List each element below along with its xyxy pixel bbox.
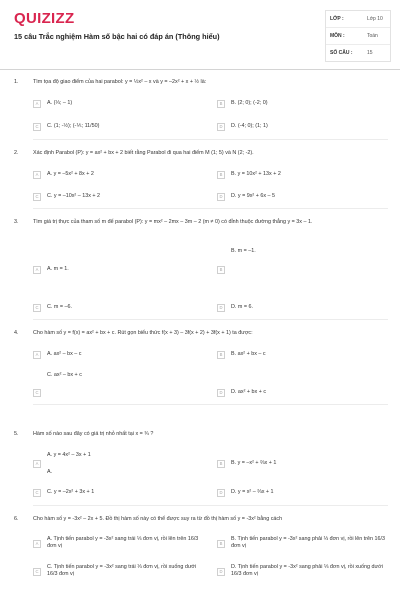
option-a-sub-label: [47, 469, 52, 476]
option-text: D. ax² + bx + c: [231, 389, 267, 395]
meta-row-count: [326, 45, 390, 61]
option-letter-box: A: [33, 266, 41, 274]
option-letter-box: B: [217, 266, 225, 274]
option-text: D. y = 9x² + 6x – 5: [231, 193, 276, 199]
divider: [33, 404, 388, 405]
option-letter-box: D: [217, 193, 225, 201]
meta-row-subject: [326, 28, 390, 45]
question-number: 5.: [14, 431, 19, 437]
option-letter-box: D: [217, 568, 225, 576]
option-text: A.: [47, 469, 53, 475]
option-text: B. Tịnh tiến parabol y = -3x² sang phải ⅓ đơn vị, rồi lên trên 16/3 đơn vị: [231, 536, 386, 550]
option-text: A. m = 1.: [47, 266, 69, 272]
page-header: [0, 0, 400, 70]
option-letter-box: C: [33, 193, 41, 201]
option-b-label: [231, 248, 256, 255]
option-text: A. y = –5x² + 8x + 2: [47, 171, 94, 177]
divider: [33, 208, 388, 209]
worksheet-title: 15 câu Trắc nghiệm Hàm số bậc hai có đáp án (Thông hiểu): [14, 32, 220, 41]
option-text: D. Tịnh tiến parabol y = -3x² sang phải ⅓ đơn vị, rồi xuống dưới 16/3 đơn vị: [231, 564, 383, 578]
header-divider: [0, 69, 400, 70]
question-number: 3.: [14, 219, 19, 225]
question-text: Tìm giá trị thực của tham số m để parabol (P): y = mx² – 2mx – 3m – 2 (m ≠ 0) có đỉnh thuộc đường thẳng y = 3x – 1.: [33, 219, 313, 225]
option-letter-box: B: [217, 540, 225, 548]
option-text: C. y = –10x² – 13x + 2: [47, 193, 101, 199]
divider: [33, 505, 388, 506]
option-letter-box: A: [33, 351, 41, 359]
option-letter-box: D: [217, 123, 225, 131]
option-text: B. y = 10x² + 13x + 2: [231, 171, 281, 177]
meta-value: 15: [367, 50, 373, 56]
option-letter-box: D: [217, 389, 225, 397]
option-text: B. ax² + bx – c: [231, 351, 266, 357]
option-text: B. m = –1.: [231, 248, 256, 254]
option-text: A. ax² – bx – c: [47, 351, 82, 357]
option-letter-box: A: [33, 100, 41, 108]
option-text: C. m = –6.: [47, 304, 73, 310]
question-text: Tìm tọa độ giao điểm của hai parabol: y = ½x² – x và y = –2x² + x + ½ là:: [33, 79, 207, 85]
option-letter-box: B: [217, 460, 225, 468]
option-text: C. Tịnh tiến parabol y = -3x² sang trái ⅓ đơn vị, rồi xuống dưới 16/3 đơn vị: [47, 564, 197, 578]
option-text: B. (2; 0); (-2; 0): [231, 100, 268, 106]
option-letter-box: D: [217, 489, 225, 497]
option-letter-box: B: [217, 100, 225, 108]
divider: [33, 139, 388, 140]
meta-key: SỐ CÂU :: [330, 50, 353, 56]
option-text: B. y = –x² + ⅔x + 1: [231, 460, 277, 466]
option-text: D. (-4; 0); (1; 1): [231, 123, 268, 129]
question-number: 4.: [14, 330, 19, 336]
option-text: C. y = –2x² + 3x + 1: [47, 489, 95, 495]
meta-box: [325, 10, 391, 62]
option-a-label: [47, 452, 91, 459]
question-text: Cho hàm số y = f(x) = ax² + bx + c. Rút gọn biểu thức f(x + 3) – 3f(x + 2) + 3f(x + 1) ta được:: [33, 330, 253, 336]
quizizz-logo: QUIZIZZ: [14, 10, 75, 27]
option-c-label: [47, 372, 82, 379]
option-letter-box: D: [217, 304, 225, 312]
option-letter-box: C: [33, 304, 41, 312]
option-letter-box: C: [33, 489, 41, 497]
question-text: Cho hàm số y = -3x² – 2x + 5. Đồ thị hàm số này có thể được suy ra từ đồ thị hàm số y = -3x² bằng cách: [33, 516, 283, 522]
option-text: D. m = 6.: [231, 304, 254, 310]
option-text: A. y = 4x² – 3x + 1: [47, 452, 91, 458]
meta-value: Lớp 10: [367, 16, 383, 22]
meta-row-class: [326, 11, 390, 28]
question-text: Xác định Parabol (P): y = ax² + bx + 2 biết rằng Parabol đi qua hai điểm M (1; 5) và N (2; -2).: [33, 150, 254, 156]
option-letter-box: A: [33, 460, 41, 468]
meta-key: LỚP :: [330, 16, 344, 22]
question-number: 2.: [14, 150, 19, 156]
option-letter-box: A: [33, 171, 41, 179]
question-number: 1.: [14, 79, 19, 85]
option-letter-box: A: [33, 540, 41, 548]
option-letter-box: B: [217, 171, 225, 179]
question-text: Hàm số nào sau đây có giá trị nhỏ nhất tại x = ¾ ?: [33, 431, 154, 437]
option-text: A. Tịnh tiến parabol y = -3x² sang trái ⅓ đơn vị, rồi lên trên 16/3 đơn vị: [47, 536, 199, 550]
option-letter-box: B: [217, 351, 225, 359]
divider: [33, 319, 388, 320]
question-number: 6.: [14, 516, 19, 522]
option-text: C. ax² – bx + c: [47, 372, 82, 378]
option-letter-box: C: [33, 123, 41, 131]
option-text: D. y = x² – ⅔x + 1: [231, 489, 274, 495]
option-letter-box: C: [33, 389, 41, 397]
meta-key: MÔN :: [330, 33, 345, 39]
option-text: C. (1; -½); (-⅕; 11/50): [47, 123, 100, 129]
option-letter-box: C: [33, 568, 41, 576]
meta-value: Toán: [367, 33, 378, 39]
option-text: A. (⅓; – 1): [47, 100, 73, 106]
